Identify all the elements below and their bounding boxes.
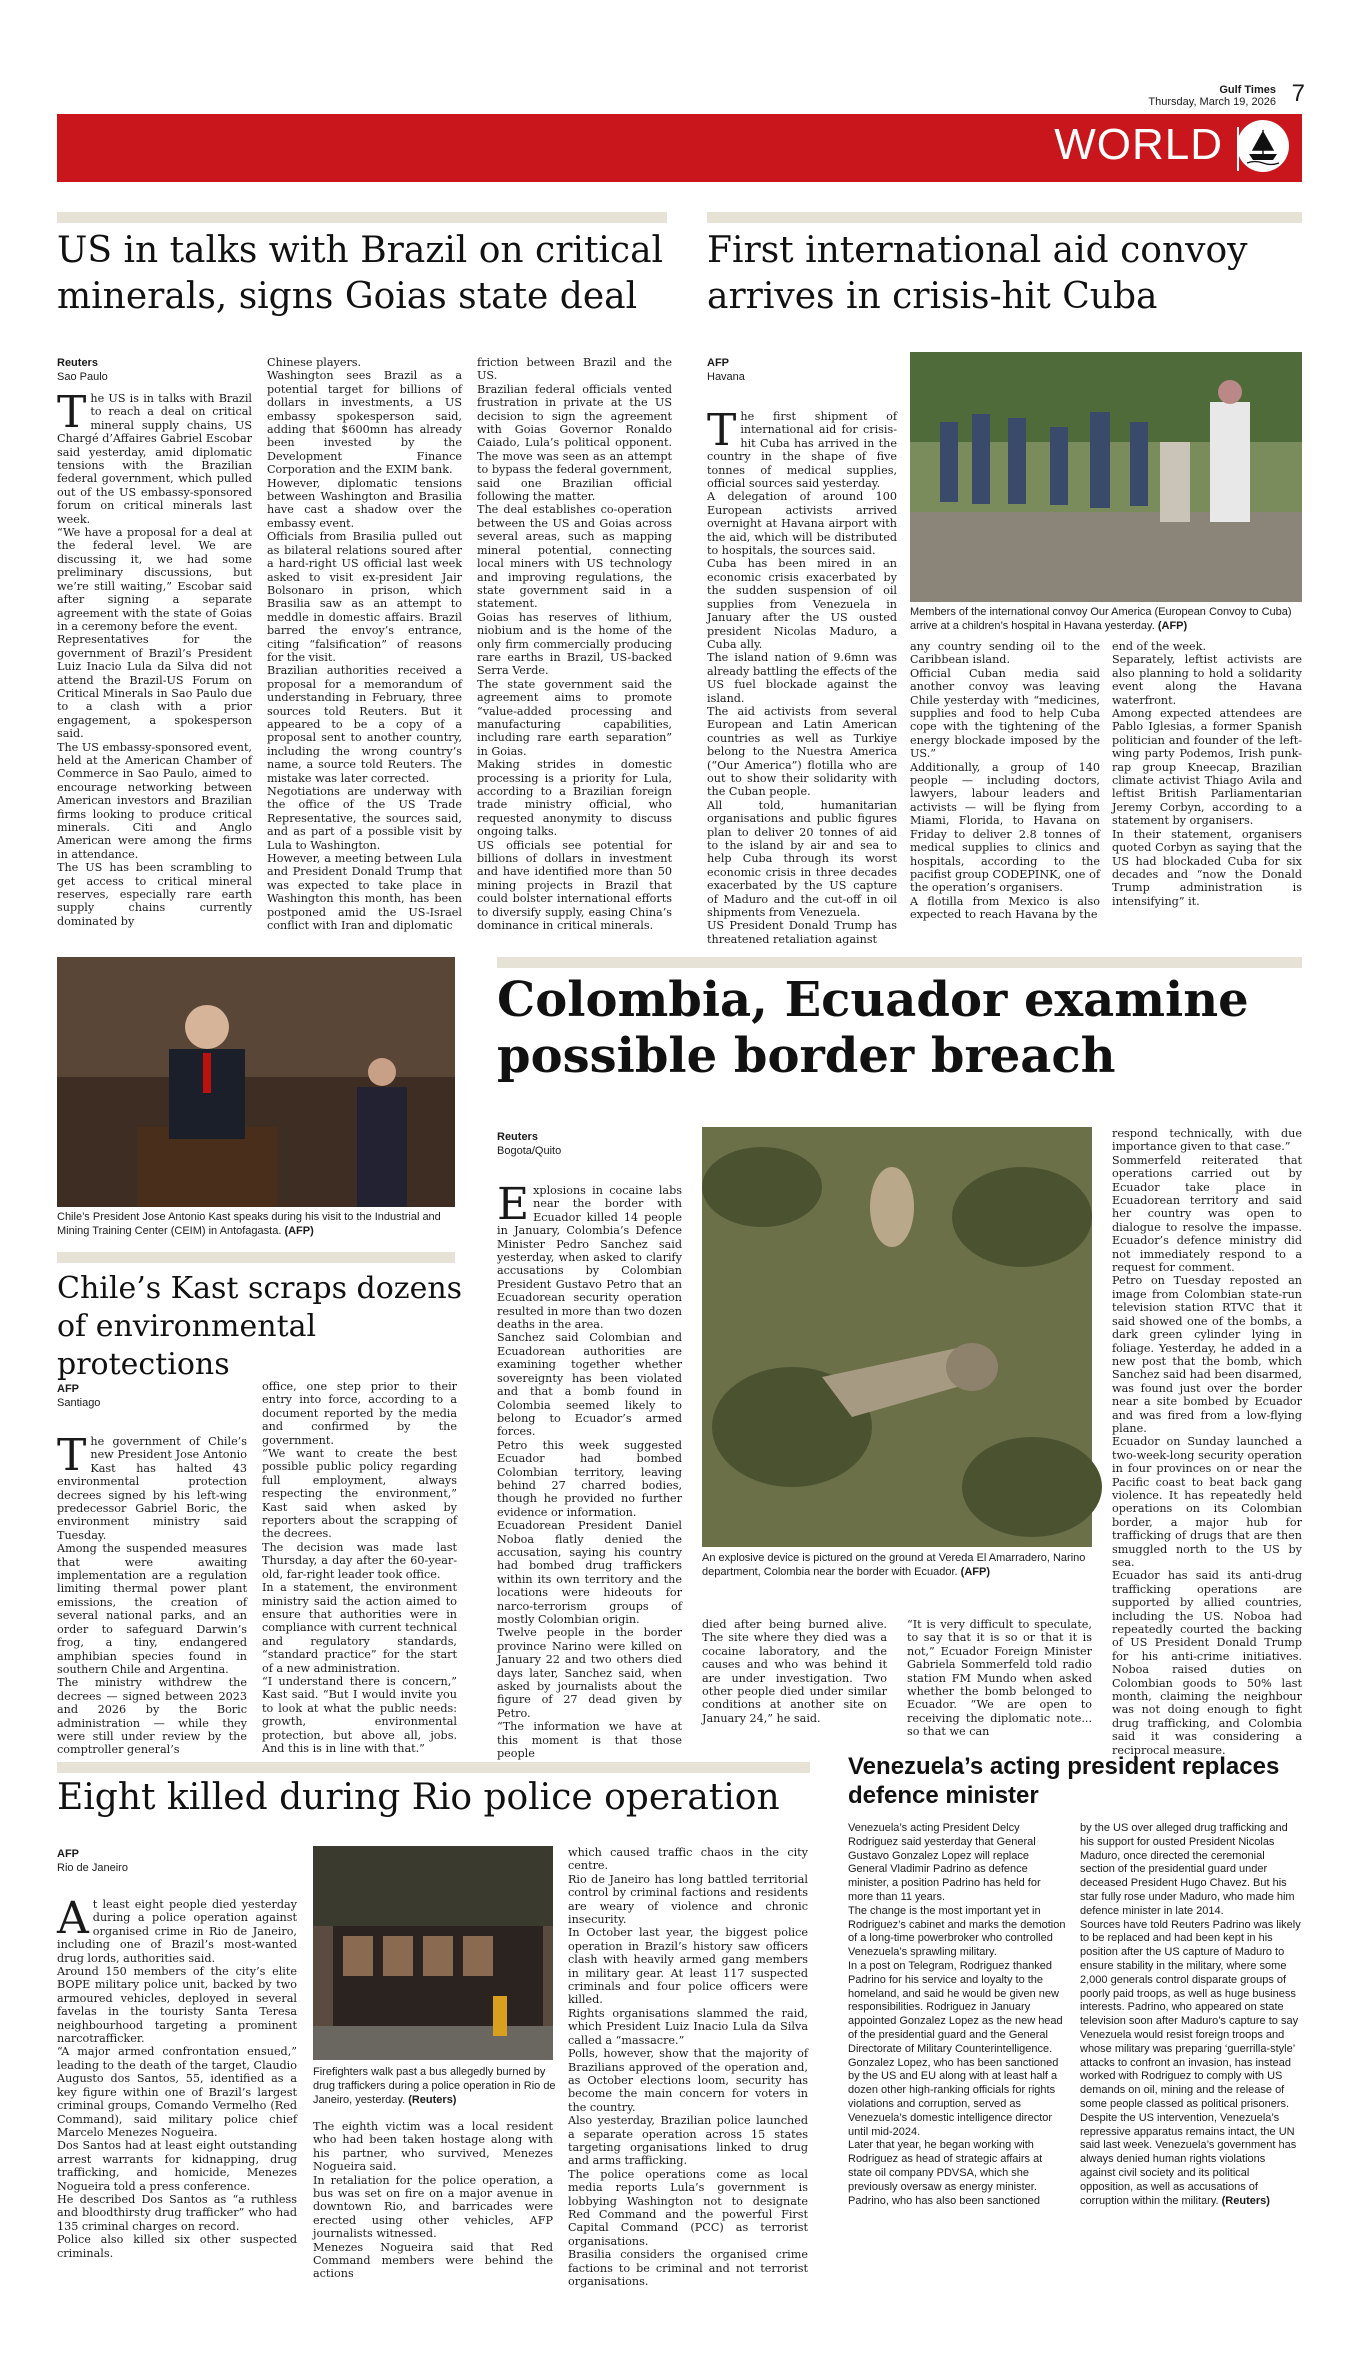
caption-text: Firefighters walk past a bus allegedly burned by drug traffickers during a police operation in Rio de Janeiro, yesterday. [313,2066,556,2106]
article-column [57,1893,297,2328]
article-rule [497,957,1302,968]
ship-logo-icon [1237,120,1289,172]
byline: Reuters [497,1131,538,1143]
article-text: office, one step prior to their entry into force, according to a document reported by the media and confirmed by the government. “We want to create the best possible public policy regarding full employment, always respecting the environment,” Kast said when asked by reporters about the scrapping of the decrees. The decision was made last Thursday, a day after the 60-year-old, far-right leader took office. In a statement, the environment ministry said the action aimed to ensure that authorities were in compliance with current technical and regulatory standards, “standard practice” for the start of a new administration. “I understand there is concern,” Kast said. “But I would invite you to look at what the public needs: growth, environmental protection, but above all, jobs. And this is in line with that.” [262,1380,457,1755]
article-text: xplosions in cocaine labs near the border with Ecuador killed 14 people in January, Colombia’s Defence Minister Pedro Sanchez said yesterday, when asked to clarify accusations by Colombian President Gustavo Petro that an Ecuadorean security operation resulted in more than two dozen deaths in the area. Sanchez said Colombian and Ecuadorean authorities are examining together whether sovereignty has been violated and that a bomb found in Colombia seemed likely to belong to Ecuador’s armed forces. Petro this week suggested Ecuador had bombed Colombian territory, leaving behind 27 charred bodies, though he provided no further evidence or information. Ecuadorean President Daniel Noboa flatly denied the accusation, saying his country had bombed drug traffickers within its own territory and the locations were hideouts for narco-terrorism groups of mostly Colombian origin. Twelve people in the border province Narino were killed on January 22 and two others died days later, Sanchez said, when asked by journalists about the figure of 27 dead given by Petro. “The information we have at this moment is that those people [497,1184,682,1761]
article-credit: (Reuters) [1221,2194,1270,2207]
article-text: Chinese players. Washington sees Brazil as a potential target for billions of dollars in investments, a US embassy spokesperson said, adding that $600mn has already been invested by the Development Finance Corporation and the EXIM bank. However, diplomatic tensions between Washington and Brasilia have cast a shadow over the embassy event. Officials from Brasilia pulled out as bilateral relations soured after a hard-right US official last week asked to visit ex-president Jair Bolsonaro in prison, which Brasilia saw as an attempt to meddle in domestic affairs. Brazil barred the envoy’s entrance, citing “falsification” of reasons for the visit. Brazilian authorities received a proposal for a memorandum of understanding in February, three sources told Reuters. But it appeared to be a copy of a proposal sent to another country, including the wrong country’s name, a source told Reuters. The mistake was later corrected. Negotiations are underway with the office of the US Trade Representative, the sources said, and as part of a possible visit by Lula to Washington. However, a meeting between Lula and President Donald Trump that was expected to take place in Washington this month, has been postponed amid the US-Israel conflict with Iran and diplomatic [267,356,462,933]
article-text: t least eight people died yesterday during a police operation against organised crime in Rio de Janeiro, including one of Brazil’s most-wanted drug lords, authorities said. Around 150 members of the city’s elite BOPE military police unit, backed by two armoured vehicles, deployed in several favelas in the touristy Santa Teresa neighbourhood targeting a prominent narcotrafficker. “A major armed confrontation ensued,” leading to the death of the target, Claudio Augusto dos Santos, 55, identified as a key figure within one of Brazil’s largest criminal groups, Comando Vermelho (Red Command), said military police chief Marcelo Menezes Nogueira. Dos Santos had at least eight outstanding arrest warrants for kidnapping, drug trafficking, and homicide, Menezes Nogueira told a press conference. He described Dos Santos as “a ruthless and bloodthirsty drug trafficker” who had 135 criminal charges on record. Police also killed six other suspected criminals. [57,1898,297,2260]
article-text: which caused traffic chaos in the city centre. Rio de Janeiro has long battled territorial control by criminal factions and residents are weary of violence and chronic insecurity. In October last year, the biggest police operation in Brazil’s history saw officers clash with heavily armed gang members in military gear. At least 117 suspected criminals and four police officers were killed. Rights organisations slammed the raid, which President Luiz Inacio Lula da Silva called a “massacre.” Polls, however, show that the majority of Brazilians approved of the operation and, as October elections loom, security has become the main concern for voters in the country. Also yesterday, Brazilian police launched a separate operation across 15 states targeting organisations linked to drug and arms trafficking. The police operations come as local media reports Lula’s government is lobbying Washington not to designate Red Command and the powerful First Capital Command (PCC) as terrorist organisations. Brasilia considers the organised crime factions to be criminal and not terrorist organisations. [568,1846,808,2288]
article-text: friction between Brazil and the US. Brazilian federal officials vented frustration in private at the US decision to sign the agreement with Goias Governor Ronaldo Caiado, Lula’s political opponent. The move was seen as an attempt to bypass the federal government, said one Brazilian official following the matter. The deal establishes co-operation between the US and Goias across several areas, such as mapping mineral potential, connecting local miners with US technology and improving regulations, the state government said in a statement. Goias has reserves of lithium, niobium and is the home of the only firm commercially producing rare earths in Brazil, US-backed Serra Verde. The state government said the agreement aims to promote “value-added processing and manufacturing capabilities, including rare earth separation” in Goias. Making strides in domestic processing is a priority for Lula, according to a Brazilian foreign trade ministry official, who requested anonymity to discuss ongoing talks. US officials see potential for billions of dollars in investment and have identified more than 50 mining projects in Brazil that could bolster international efforts to diversify supply, easing China’s dominance in critical minerals. [477,356,672,933]
article-text: Venezuela’s acting President Delcy Rodriguez said yesterday that General Gustavo Gonzalez Lopez will replace General Vladimir Padrino as defence minister, a position Padrino has held for more than 11 years. The change is the most important yet in Rodriguez’s cabinet and marks the demotion of a long-time powerbroker who controlled Venezuela’s sprawling military. In a post on Telegram, Rodriguez thanked Padrino for his service and loyalty to the homeland, and said he would be given new responsibilities. Rodriguez in January appointed Gonzalez Lopez as the new head of the presidential guard and the General Directorate of Military Counterintelligence. Gonzalez Lopez, who has been sanctioned by the US and EU along with at least half a dozen other high-ranking officials for rights violations and corruption, served as Venezuela’s domestic intelligence director until mid-2024. Later that year, he began working with Rodriguez as head of strategic affairs at state oil company PDVSA, which she previously oversaw as energy minister. Padrino, who has also been sanctioned [848,1822,1066,2207]
article-text: died after being burned alive. The site where they died was a cocaine laboratory, and the causes and who was behind it are under investigation. Two other people died under similar conditions at another site on January 24,” he said. [702,1618,887,1725]
dateline: Rio de Janeiro [57,1862,128,1874]
article-column [702,1618,887,1748]
headline-us-brazil: US in talks with Brazil on critical minerals, signs Goias state deal [57,230,664,317]
article-column [848,1822,1068,2332]
headline-chile-kast: Chile’s Kast scraps dozens of environmental protections [57,1271,463,1382]
article-rule [57,1762,810,1773]
photo-caption [57,1210,457,1238]
headline-cuba-convoy: First international aid convoy arrives in crisis-hit Cuba [707,230,1248,317]
byline: AFP [57,1383,79,1395]
article-column [477,356,672,933]
article-text: respond technically, with due importance given to that case.” Sommerfeld reiterated that operations carried out by Ecuador take place in Ecuadorean territory and said her country was open to dialogue to resolve the impasse. Ecuador’s defence ministry did not immediately respond to a request for comment. Petro on Tuesday reposted an image from Colombian state-run television station RTVC that it said showed one of the bombs, a dark green cylinder lying in foliage. Yesterday, he added in a new post that the bomb, which Sanchez said had been disarmed, was found just over the border near a site bombed by Ecuador and was fired from a low-flying plane. Ecuador on Sunday launched a two-week-long security operation in four provinces on or near the Pacific coast to beat back gang violence. It has repeatedly held operations on its Colombian border, a major hub for trafficking of drugs that are then smuggled north to the US by sea. Ecuador has said its anti-drug trafficking operations are supported by allied countries, including the US. Noboa had repeatedly courted the backing of US President Donald Trump for his anti-crime initiatives. Noboa raised duties on Colombian goods to 50% last month, claiming the neighbour was not doing enough to fight drug trafficking, and Colombia said it was considering a reciprocal measure. [1112,1127,1302,1757]
caption-text: Chile’s President Jose Antonio Kast speaks during his visit to the Industrial and Mining Training Center (CEIM) in Antofagasta. [57,1211,441,1237]
article-text: The eighth victim was a local resident who had been taken hostage along with his partner, who survived, Menezes Nogueira said. In retaliation for the police operation, a bus was set on fire on a major avenue in downtown Rio, and barricades were erected using other vehicles, AFP journalists witnessed. Menezes Nogueira said that Red Command members were behind the actions [313,2120,553,2281]
dateline: Sao Paulo [57,371,108,383]
article-column [907,1618,1092,1748]
article-column [1112,640,1302,936]
photo-credit: (AFP) [960,1566,990,1578]
headline-venezuela: Venezuela’s acting president replaces defence minister [848,1753,1280,1809]
article-column [262,1380,457,1755]
issue-date: Thursday, March 19, 2026 [1148,96,1276,108]
article-column [568,1846,808,2330]
drop-cap: A [57,1893,89,1944]
kast-photo [57,957,455,1207]
byline: Reuters [57,357,98,369]
article-column [57,1430,247,1757]
article-column [57,387,252,928]
article-column [707,405,897,946]
article-text: “It is very difficult to speculate, to say that it is so or that it is not,” Ecuador Foreign Minister Gabriela Sommerfeld told radio station FM Mundo when asked whether the bomb belonged to Ecuador. “We are open to receiving the diplomatic note... so that we can [907,1618,1092,1739]
paper-name: Gulf Times [1219,84,1276,96]
article-column [267,356,462,933]
caption-text: An explosive device is pictured on the ground at Vereda El Amarradero, Narino department, Colombia near the border with Ecuador. [702,1552,1086,1578]
drop-cap: T [57,387,87,438]
article-column [497,1179,682,1761]
article-text: he first shipment of international aid for crisis-hit Cuba has arrived in the country in the shape of five tonnes of medical supplies, official sources said yesterday. A delegation of around 100 European activists arrived overnight at Havana airport with the aid, which will be distributed to hospitals, the sources said. Cuba has been mired in an economic crisis exacerbated by the sudden suspension of oil supplies from Venezuela in January after the US ousted president Nicolas Maduro, a Cuba ally. The island nation of 9.6mn was already battling the effects of the US fuel blockade against the island. The aid activists from several European and Latin American countries as well as Turkiye belong to the Nuestra America (“Our America”) flotilla who are out to show their solidarity with the Cuban people. All told, humanitarian organisations and public figures plan to deliver 20 tonnes of aid to the island by air and sea to help Cuba through its worst economic crisis in three decades exacerbated by the US capture of Maduro and the cut-off in oil shipments from Venezuela. US President Donald Trump has threatened retaliation against [707,410,897,946]
dateline: Havana [707,371,745,383]
article-column [313,2120,553,2330]
dateline: Santiago [57,1397,101,1409]
photo-caption [702,1551,1094,1579]
article-rule [57,1252,455,1263]
article-text: he government of Chile’s new President Jose Antonio Kast has halted 43 environmental protection decrees signed by his left-wing predecessor Gabriel Boric, the environment ministry said Tuesday. Among the suspended measures that were awaiting implementation are a regulation limiting thermal power plant emissions, the creation of several national parks, and an order to safeguard Darwin’s frog, a tiny, endangered amphibian species found in southern Chile and Argentina. The ministry withdrew the decrees — signed between 2023 and 2026 by the Boric administration — while they were still under review by the comptroller general’s [57,1435,247,1757]
byline: AFP [707,357,729,369]
photo-credit: (AFP) [284,1225,314,1237]
drop-cap: E [497,1179,530,1230]
article-text: any country sending oil to the Caribbean island. Official Cuban media said another convoy was leaving Chile yesterday with “medicines, supplies and food to help Cuba cope with the tightening of the energy blockade imposed by the US.” Additionally, a group of 140 people — including doctors, lawyers, labour leaders and activists — will be flying from Miami, Florida, to Havana on Friday to deliver 2.8 tonnes of medical supplies to clinics and hospitals, according to the pacifist group CODEPINK, one of the operation’s organisers. A flotilla from Mexico is also expected to reach Havana by the [910,640,1100,922]
section-title: WORLD [1054,120,1223,169]
article-text: end of the week. Separately, leftist activists are also planning to hold a solidarity event along the Havana waterfront. Among expected attendees are Pablo Iglesias, a former Spanish politician and founder of the left-wing party Podemos, Irish punk-rap group Kneecap, Brazilian climate activist Thiago Avila and leftist British Parliamentarian Jeremy Corbyn, according to a statement by organisers. In their statement, organisers quoted Corbyn as saying that the US had blockaded Cuba for six decades and “now the Donald Trump administration is intensifying” it. [1112,640,1302,908]
article-rule [707,212,1302,223]
photo-caption [313,2065,558,2107]
headline-rio-operation: Eight killed during Rio police operation [57,1777,780,1818]
caption-text: Members of the international convoy Our America (European Convoy to Cuba) arrive at a children’s hospital in Havana yesterday. [910,606,1292,632]
drop-cap: T [57,1430,87,1481]
page-number: 7 [1291,80,1305,107]
article-rule [57,212,667,223]
drop-cap: T [707,405,737,456]
article-column [1112,1127,1302,1757]
article-column [910,640,1100,936]
convoy-photo [910,352,1302,602]
photo-credit: (AFP) [1157,620,1188,632]
headline-colombia-ecuador: Colombia, Ecuador examine possible border breach [497,972,1249,1084]
byline: AFP [57,1848,79,1860]
dateline: Bogota/Quito [497,1145,562,1157]
photo-caption [910,605,1302,633]
article-text: he US is in talks with Brazil to reach a deal on critical mineral supply chains, US Chargé d’Affaires Gabriel Escobar said yesterday, amid diplomatic tensions with the Brazilian federal government, which pulled out of the US embassy-sponsored forum on critical minerals last week. “We have a proposal for a deal at the federal level. We are discussing it, we had some preliminary discussions, but we’re still waiting,” Escobar said after signing a separate agreement with the state of Goias in a ceremony before the event. Representatives for the government of Brazil’s President Luiz Inacio Lula da Silva did not attend the Brazil-US Forum on Critical Minerals in Sao Paulo due to a clash with a prior engagement, a spokesperson said. The US embassy-sponsored event, held at the American Chamber of Commerce in Sao Paulo, aimed to encourage networking between American investors and Brazilian firms looking to produce critical minerals. Citi and Anglo American were among the firms in attendance. The US has been scrambling to get access to critical mineral reserves, especially rare earth supply chains currently dominated by [57,392,252,928]
article-column [1080,1822,1302,2332]
bus-photo [313,1846,553,2060]
photo-credit: (Reuters) [408,2094,457,2106]
bomb-photo [702,1127,1092,1547]
article-text: by the US over alleged drug trafficking and his support for ousted President Nicolas Maduro, once directed the ceremonial section of the presidential guard under deceased President Hugo Chavez. But his star fully rose under Maduro, who made him defence minister in late 2014. Sources have told Reuters Padrino was likely to be replaced and had been kept in his position after the US capture of Maduro to ensure stability in the military, where some 2,000 generals control disparate groups of poorly paid troops, as well as huge business interests. Padrino, who appeared on state television soon after Maduro’s capture to say Venezuela would resist foreign troops and whose military was preparing ‘guerrilla-style’ attacks to confront an invasion, has instead worked with Rodriguez to comply with US demands on oil, mining and the release of some people classed as political prisoners. Despite the US intervention, Venezuela’s repressive apparatus remains intact, the UN said last week. Venezuela’s government has always denied human rights violations against civil society and its political opposition, as well as accusations of corruption within the military. [1080,1822,1301,2207]
